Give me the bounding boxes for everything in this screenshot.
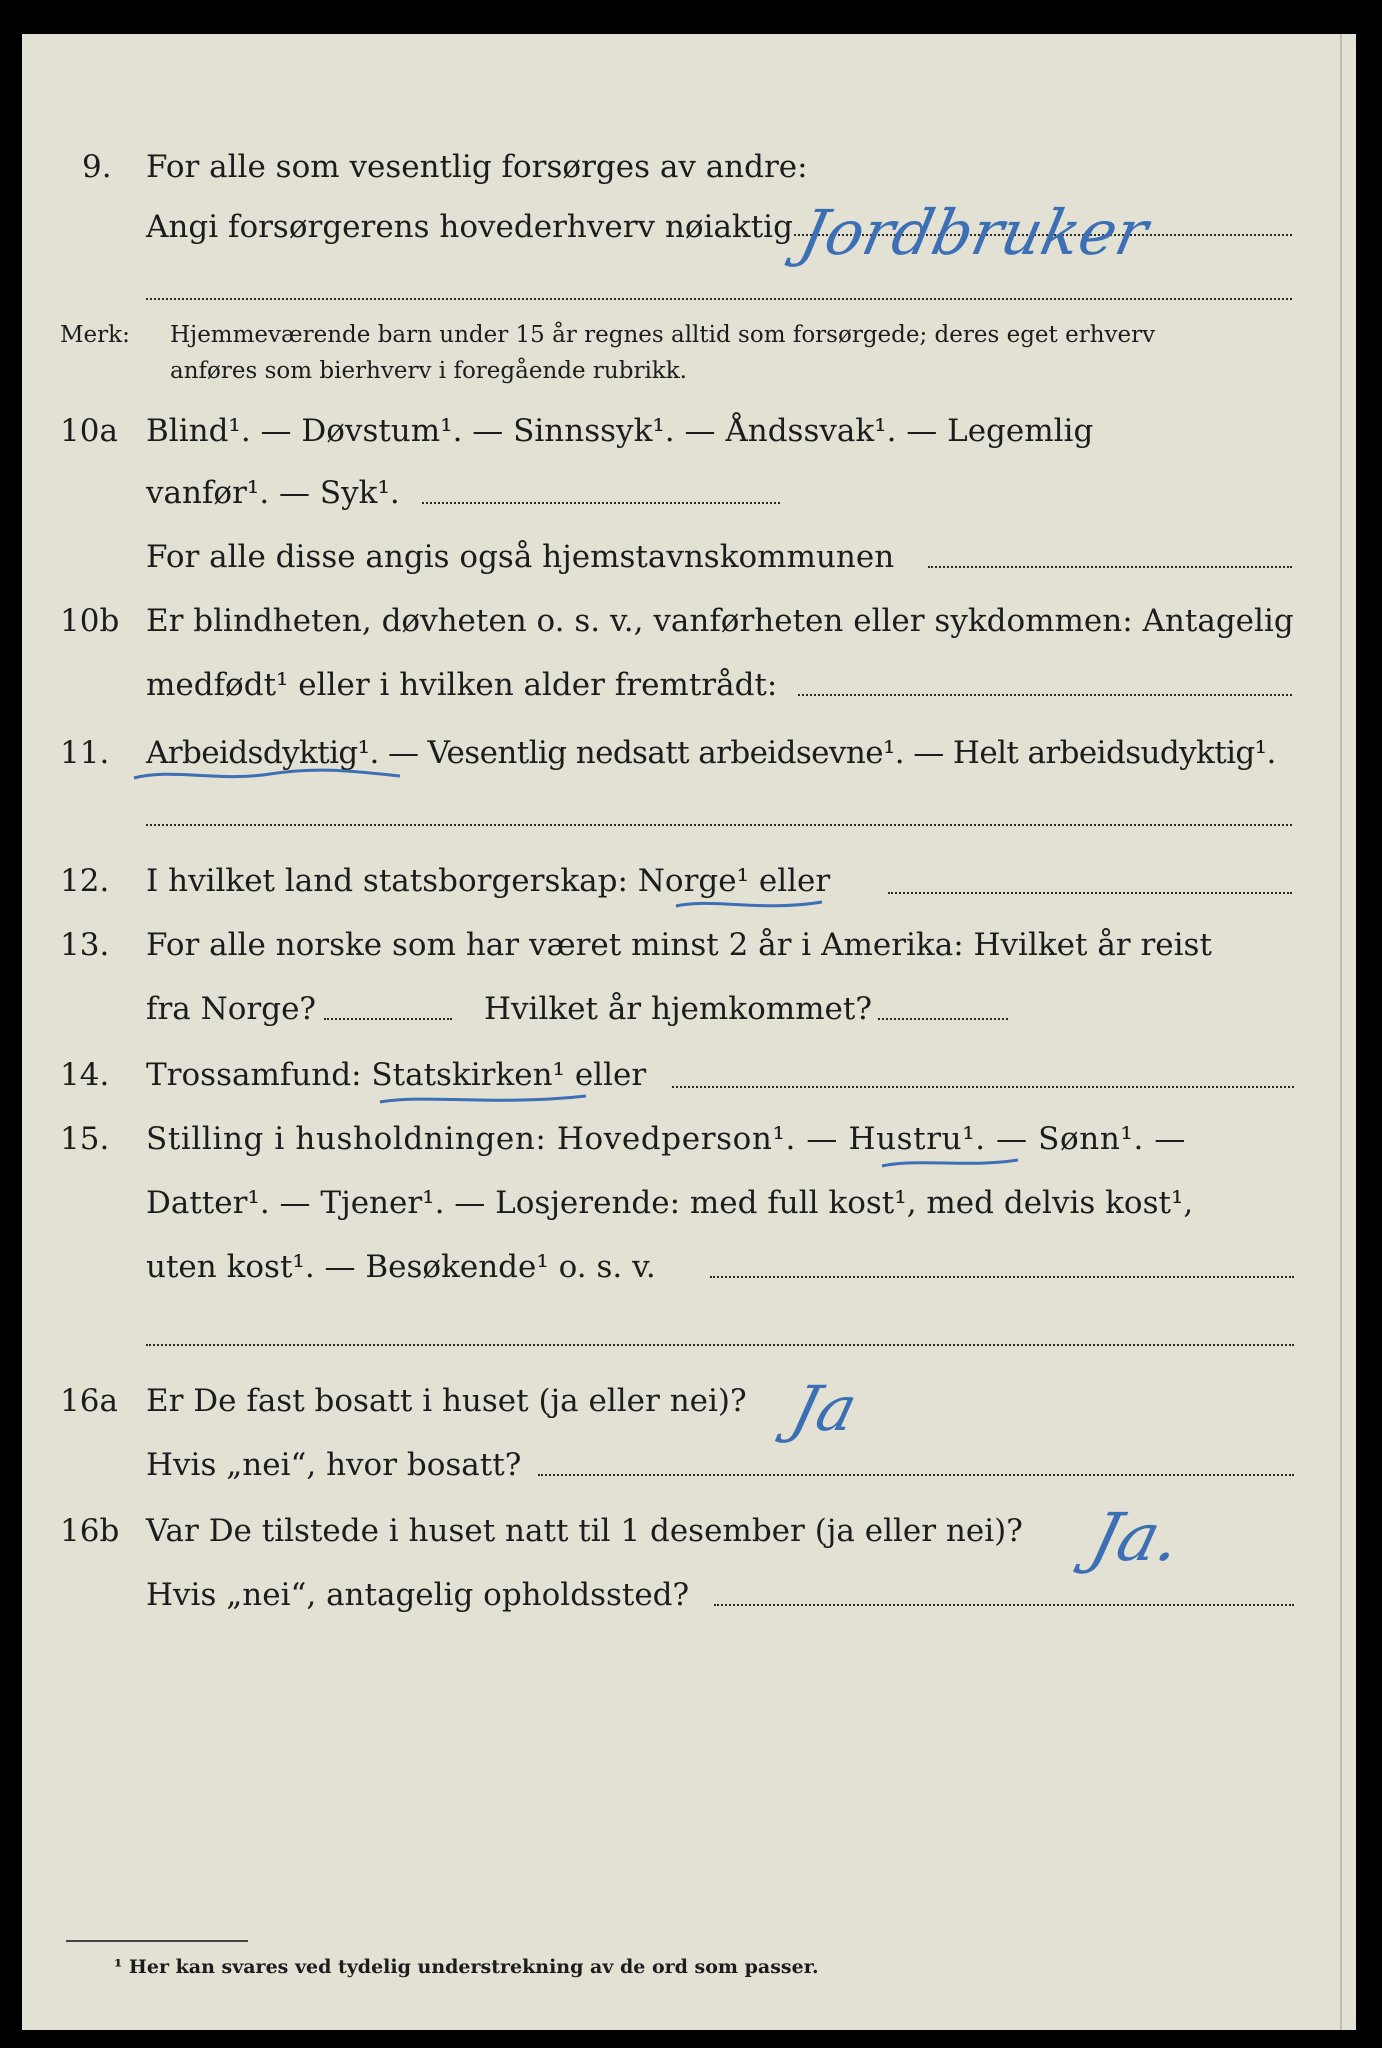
merk-line2: anføres som bierhverv i foregående rubrikk. <box>170 358 687 384</box>
q10b-number: 10b <box>60 603 120 639</box>
q12-line1: I hvilket land statsborgerskap: Norge¹ eller <box>146 863 831 899</box>
merk-line1: Hjemmeværende barn under 15 år regnes alltid som forsørgede; deres eget erhverv <box>170 322 1156 348</box>
q13-number: 13. <box>60 927 110 963</box>
q11-line1: Arbeidsdyktig¹. — Vesentlig nedsatt arbeidsevne¹. — Helt arbeidsudyktig¹. <box>146 735 1276 771</box>
q13-line2a: fra Norge? <box>146 991 317 1027</box>
q15-answer-line <box>710 1276 1294 1278</box>
q10a-line1: Blind¹. — Døvstum¹. — Sinnssyk¹. — Åndssvak¹. — Legemlig <box>146 413 1094 449</box>
q9-extra-line <box>146 298 1292 300</box>
q14-line1: Trossamfund: Statskirken¹ eller <box>146 1057 647 1093</box>
q16b-answer-line <box>714 1604 1294 1606</box>
q11-underline-mark <box>130 760 410 790</box>
q10b-answer-line <box>798 694 1292 696</box>
q13-line2b: Hvilket år hjemkommet? <box>484 991 872 1027</box>
q15-extra-line <box>146 1344 1294 1346</box>
q14-underline-mark <box>376 1084 596 1114</box>
q9-line2: Angi forsørgerens hovederhverv nøiaktig <box>146 209 793 245</box>
q10a-line2: vanfør¹. — Syk¹. <box>146 475 400 511</box>
q10b-line2: medfødt¹ eller i hvilken alder fremtrådt: <box>146 667 778 703</box>
q9-answer-text: Jordbruker <box>793 196 1154 269</box>
q16b-number: 16b <box>60 1513 120 1549</box>
q10a-hjemstavn-line <box>928 566 1292 568</box>
q16a-line1: Er De fast bosatt i huset (ja eller nei)? <box>146 1383 747 1419</box>
q16a-answer-line <box>538 1474 1294 1476</box>
q16b-answer-text: Ja. <box>1083 1498 1190 1576</box>
q10a-line3: For alle disse angis også hjemstavnskommunen <box>146 539 895 575</box>
q16b-line2: Hvis „nei“, antagelig opholdssted? <box>146 1577 690 1613</box>
q14-number: 14. <box>60 1057 110 1093</box>
q13-line1: For alle norske som har været minst 2 år i Amerika: Hvilket år reist <box>146 927 1212 963</box>
q9-number: 9. <box>82 149 112 185</box>
q16a-line2: Hvis „nei“, hvor bosatt? <box>146 1447 522 1483</box>
q16a-answer-text: Ja <box>784 1372 865 1445</box>
q16b-handwritten-answer <box>1083 1498 1292 1640</box>
merk-label: Merk: <box>60 322 130 348</box>
q15-number: 15. <box>60 1121 110 1157</box>
footnote-separator <box>66 1940 248 1942</box>
q13-hjemkommet-line <box>878 1018 1008 1020</box>
q15-line2: Datter¹. — Tjener¹. — Losjerende: med full kost¹, med delvis kost¹, <box>146 1185 1194 1221</box>
q9-line1: For alle som vesentlig forsørges av andre: <box>146 149 808 185</box>
q16b-line1: Var De tilstede i huset natt til 1 desember (ja eller nei)? <box>146 1513 1023 1549</box>
q11-number: 11. <box>60 735 110 771</box>
q12-answer-line <box>888 892 1292 894</box>
q11-extra-line <box>146 824 1292 826</box>
footnote: ¹ Her kan svares ved tydelig understrekning av de ord som passer. <box>114 1956 819 1978</box>
census-form-page <box>22 34 1356 2030</box>
q15-line3: uten kost¹. — Besøkende¹ o. s. v. <box>146 1249 656 1285</box>
q12-underline-mark <box>672 890 832 920</box>
q16a-handwritten-answer <box>784 1372 952 1484</box>
q10a-number: 10a <box>60 413 118 449</box>
q13-reist-line <box>324 1018 452 1020</box>
q10a-syk-line <box>422 502 780 504</box>
q9-handwritten-answer <box>793 184 1222 304</box>
q10b-line1: Er blindheten, døvheten o. s. v., vanførheten eller sykdommen: Antagelig <box>146 603 1294 639</box>
q16a-number: 16a <box>60 1383 118 1419</box>
q12-number: 12. <box>60 863 110 899</box>
q14-answer-line <box>672 1086 1294 1088</box>
q15-underline-mark <box>878 1148 1028 1178</box>
q15-line1: Stilling i husholdningen: Hovedperson¹. — Hustru¹. — Sønn¹. — <box>146 1121 1186 1157</box>
